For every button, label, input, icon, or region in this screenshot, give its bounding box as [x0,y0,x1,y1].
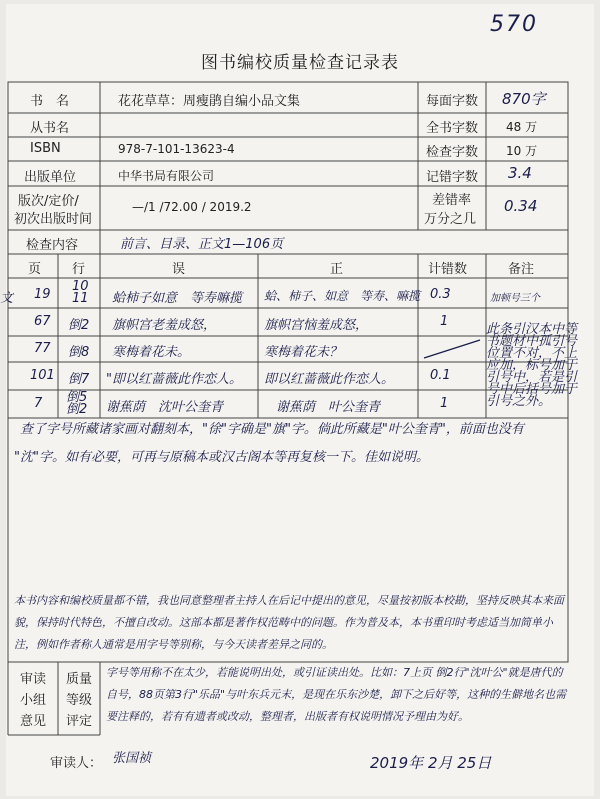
total-words-label: 全书字数 [426,121,479,136]
opinion-label-3: 意见 [20,714,47,729]
publisher-label: 出版单位 [24,170,77,185]
error-row-1-page: 19 [34,287,51,302]
quality-label-3: 评定 [66,714,93,729]
error-rate-label-2: 万分之几 [424,212,477,227]
opinion-label-1: 审读 [20,672,47,687]
quality-label-2: 等级 [66,693,93,708]
error-row-5-count: 1 [440,396,449,411]
header-page: 页 [28,262,42,277]
error-row-1-line: 10 11 [72,279,89,306]
error-row-1-correct: 蛤、柿子、如意 等寿、嘛揽 [264,289,421,303]
checked-words-value: 10 万 [506,144,538,158]
margin-mark: 文 [0,291,14,306]
publisher-value: 中华书局有限公司 [118,169,215,183]
opinion-label-2: 小组 [20,693,47,708]
form-title: 图书编校质量检查记录表 [201,53,399,73]
review-date: 2019年 2月 25日 [370,754,492,772]
header-remark: 备注 [508,262,535,277]
error-row-4-count: 0.1 [430,368,451,383]
error-row-5-correct: 谢蕉荫 叶公奎青 [276,400,381,415]
reviewer-signature: 张国祯 [112,751,152,766]
isbn-label: ISBN [30,141,61,156]
error-rate-value: 0.34 [504,197,538,215]
error-row-5-wrong: 谢蕉荫 沈叶公奎青 [106,400,224,415]
error-row-2-count: 1 [440,314,449,329]
header-line: 行 [72,262,86,277]
header-count: 计错数 [428,262,468,277]
error-row-3-page: 77 [34,341,51,356]
error-row-4-line: 倒7 [68,372,90,387]
opinion-text-1: 本书内容和编校质量都不错，我也同意整理者主持人在后记中提出的意见，尽量按初版本校勘，坚持反映其本来面貌，保持时代特色，不擅自改动。这部本都是著作权范畴中的问题。作为普及本，本书重印时考虑适当加简单小注，例如作者称人通常是用字号等别称，与今天读者差异之同的。 [14,594,564,651]
corner-mark: 570 [490,12,538,37]
error-row-1-remark: 加顿号三个 [490,293,540,304]
reviewer-label: 审读人： [50,756,103,771]
edition-label-2: 初次出版时间 [14,212,93,227]
error-row-5-page: 7 [34,396,43,411]
header-wrong: 误 [172,262,186,277]
check-content-value: 前言、目录、正文1—106页 [120,237,284,252]
book-name-value: 花花草草：周瘦鹃自编小品文集 [118,94,301,109]
error-row-4-correct: 即以红蔷薇此作恋人。 [264,372,395,387]
total-words-value: 48 万 [506,120,538,134]
error-row-2-page: 67 [34,314,51,329]
error-row-1-count: 0.3 [430,287,451,302]
note-line-2: "沈"字。如有必要，可再与原稿本或汉古阁本等再复核一下。佳如说明。 [14,450,429,465]
series-label: 从书名 [30,121,70,136]
edition-label-1: 版次/定价/ [18,194,79,209]
error-row-5-line: 倒5 倒2 [66,390,88,417]
remark-side-note: 此条引汉本中等书题材中孤引号位置不对，不上应加，标号加于引号中，若是引号中后括号加于引号之外。 [486,322,578,409]
error-row-2-wrong: 旗帜宫老羞成怒， [112,318,217,333]
header-correct: 正 [330,262,344,277]
words-per-page-label: 每面字数 [426,94,479,109]
note-line-1: 查了字号所藏诸家画对翻刻本，"徐"字确是"旗"字。倘此所藏是"叶公奎青"，前面也没有 [20,422,524,437]
error-row-3-correct: 寒梅着花未？ [264,345,343,360]
error-row-4-wrong: "即以红蔷薇此作恋人。 [106,372,242,387]
quality-label-1: 质量 [66,672,93,687]
checked-words-label: 检查字数 [426,145,479,160]
error-row-2-correct: 旗帜宫恼羞成怒， [264,318,369,333]
words-per-page-value: 870字 [502,90,546,108]
opinion-text-2: 字号等用称不在太少，若能说明出处，或引证读出处。比如：7上页 倒2行"沈叶公"就是唐代的自号，88页第3行"乐品"与叶东兵元末，是现在乐东沙楚，卸下之后好等，这种的生僻地名也需要注释的，若有有遗者或改动，整理者，出版者有权说明情况予理由为好。 [106,666,567,723]
error-row-1-wrong: 蛤柿子如意 等寿嘛揽 [112,291,243,306]
error-row-4-page: 101 [30,368,55,383]
error-rate-label-1: 差错率 [432,193,472,208]
check-content-label: 检查内容 [26,238,79,253]
book-name-label: 书 名 [30,94,70,109]
error-row-3-wrong: 寒梅着花未。 [112,345,191,360]
edition-value: —/1 /72.00 / 2019.2 [132,200,252,214]
error-words-label: 记错字数 [426,170,479,185]
error-row-3-line: 倒8 [68,345,90,360]
isbn-value: 978-7-101-13623-4 [118,142,235,156]
error-row-2-line: 倒2 [68,318,90,333]
error-words-value: 3.4 [508,164,532,182]
